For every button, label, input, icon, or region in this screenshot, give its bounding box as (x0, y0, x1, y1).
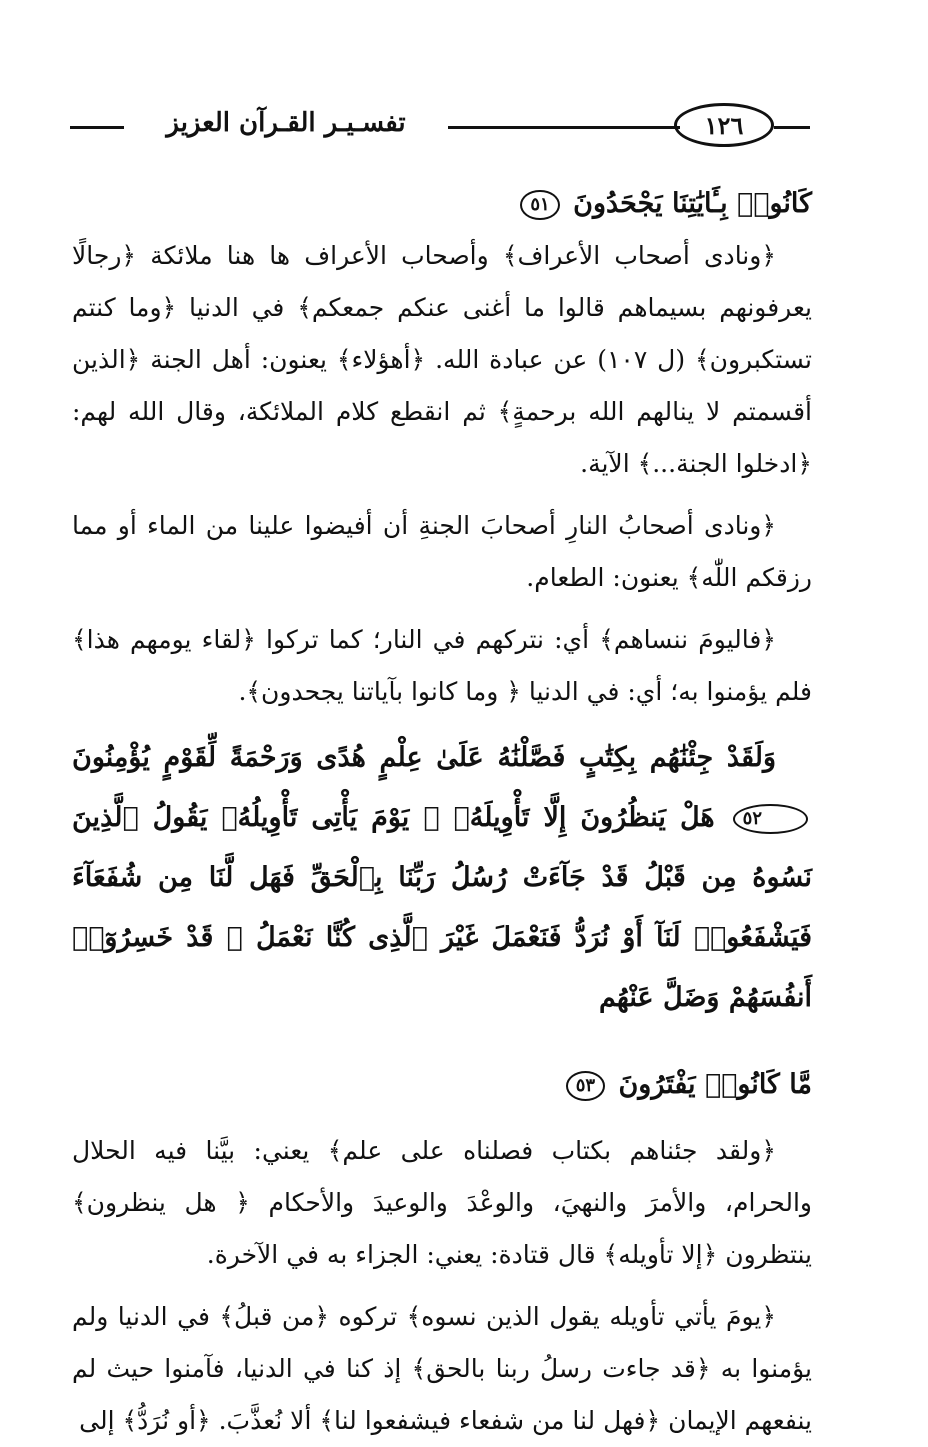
page-header (70, 95, 810, 155)
quran-passage-part-1: وَلَقَدْ جِئْنَٰهُم بِكِتَٰبٍ فَصَّلْنَٰهُ عَلَىٰ عِلْمٍ هُدًى وَرَحْمَةً لِّقَوْمٍ يُؤْمِنُونَ (72, 742, 776, 773)
quran-passage (72, 728, 812, 1028)
quran-opening-text: كَانُوا۟ بِـَٔايَٰتِنَا يَجْحَدُونَ (573, 188, 812, 219)
header-rule-left (70, 126, 124, 129)
quran-opening-fragment (72, 178, 812, 230)
header-rule-right (774, 126, 810, 129)
quran-passage-tail (72, 1055, 812, 1115)
header-rule-middle (448, 126, 680, 129)
verse-number-marker: ٥١ (520, 190, 559, 220)
verse-number-marker: ٥٣ (566, 1071, 605, 1101)
page-content (72, 178, 812, 1447)
commentary-paragraph-1: ﴿ولقد جئناهم بكتاب فصلناه على علم﴾ يعني: بيَّنا فيه الحلال والحرام، والأمرَ والنهيَ، والوعْدَ والوعيدَ والأحكام ﴿ هل ينظرون﴾ ينتظرون ﴿إلا تأويله﴾ قال قتادة: يعني: الجزاء به في الآخرة. (72, 1136, 812, 1269)
paragraph-2: ﴿ونادى أصحابُ النارِ أصحابَ الجنةِ أن أفيضوا علينا من الماء أو مما رزقكم اللّٰه﴾ يعنون: الطعام. (72, 511, 812, 592)
quran-passage-part-3: مَّا كَانُوا۟ يَفْتَرُونَ (618, 1069, 812, 1100)
page-number: ١٢٦ (674, 103, 774, 147)
verse-number-marker: ٥٢ (733, 804, 808, 834)
commentary-paragraph-2: ﴿يومَ يأتي تأويله يقول الذين نسوه﴾ تركوه ﴿من قبلُ﴾ في الدنيا ولم يؤمنوا به ﴿قد جاءت رسلُ ربنا بالحق﴾ إذ كنا في الدنيا، فآمنوا حيث لم ينفعهم الإيمان ﴿فهل لنا من شفعاء فيشفعوا لنا﴾ ألا نُعذَّبَ. ﴿أو نُرَدُّ﴾ إلى (72, 1302, 812, 1435)
quran-passage-part-2: هَلْ يَنظُرُونَ إِلَّا تَأْوِيلَهُۥ ۚ يَوْمَ يَأْتِى تَأْوِيلُهُۥ يَقُولُ ٱلَّذِينَ نَسُوهُ مِن قَبْلُ قَدْ جَآءَتْ رُسُلُ رَبِّنَا بِٱلْحَقِّ فَهَل لَّنَا مِن شُفَعَآءَ فَيَشْفَعُوا۟ لَنَآ أَوْ نُرَدُّ فَنَعْمَلَ غَيْرَ ٱلَّذِى كُنَّا نَعْمَلُ ۚ قَدْ خَسِرُوٓا۟ أَنفُسَهُمْ وَضَلَّ عَنْهُم (72, 802, 812, 1013)
paragraph-3: ﴿فاليومَ ننساهم﴾ أي: نتركهم في النار؛ كما تركوا ﴿لقاء يومهم هذا﴾ فلم يؤمنوا به؛ أي: في الدنيا ﴿ وما كانوا بآياتنا يجحدون﴾. (72, 625, 812, 706)
book-title: تفسـيـر القـرآن العزيز (166, 108, 406, 138)
paragraph-1: ﴿ونادى أصحاب الأعراف﴾ وأصحاب الأعراف ها هنا ملائكة ﴿رجالًا يعرفونهم بسيماهم قالوا ما أغنى عنكم جمعكم﴾ في الدنيا ﴿وما كنتم تستكبرون﴾ (ل ١٠٧) عن عبادة الله. ﴿أهؤلاء﴾ يعنون: أهل الجنة ﴿الذين أقسمتم لا ينالهم الله برحمةٍ﴾ ثم انقطع كلام الملائكة، وقال الله لهم: ﴿ادخلوا الجنة...﴾ الآية. (72, 241, 813, 478)
